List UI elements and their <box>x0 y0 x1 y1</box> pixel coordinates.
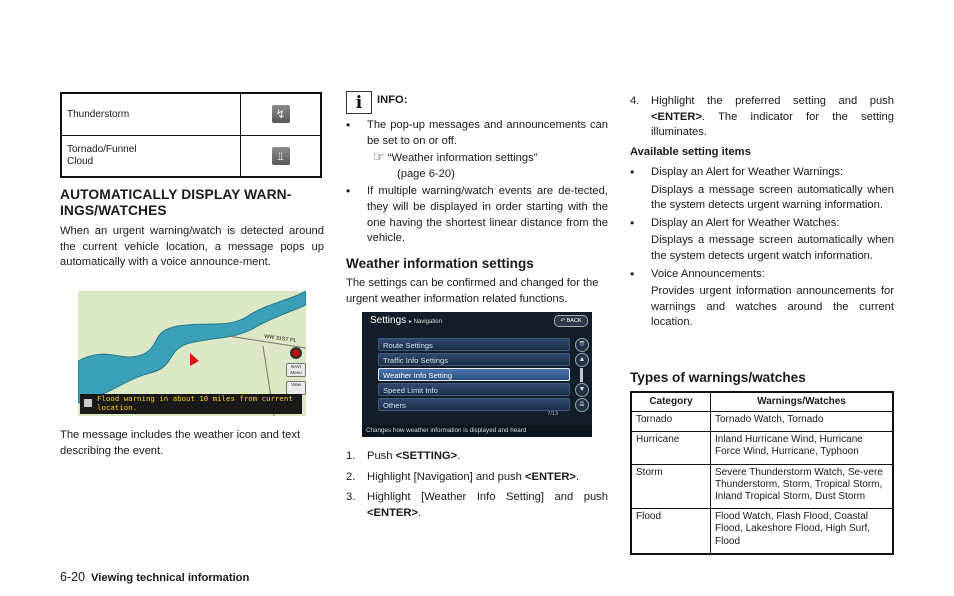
vehicle-position-icon <box>190 353 199 366</box>
map-screenshot <box>78 291 306 416</box>
column-header: Category <box>631 392 711 412</box>
step-item: 1. Push <SETTING>. <box>346 450 461 462</box>
settings-heading: Weather information settings <box>346 256 534 271</box>
map-caption: The message includes the weather icon and text describing the event. <box>60 429 301 457</box>
column-header: Warnings/Watches <box>711 392 894 412</box>
list-item: • Display an Alert for Weather Warnings: Displays a message screen automatically when the system detects urgent warning information. <box>630 165 894 214</box>
tornado-icon: ⫫ <box>272 147 290 165</box>
back-button[interactable]: ↶ BACK <box>554 315 588 327</box>
page-indicator: 7/13 <box>547 411 558 417</box>
flood-icon <box>84 399 92 407</box>
menu-item-route-settings[interactable]: Route Settings <box>378 338 570 351</box>
list-item: • Display an Alert for Weather Watches: Displays a message screen automatically when the system detects urgent watch information. <box>630 216 894 265</box>
icon-table-label: Thunderstorm <box>61 93 241 135</box>
scroll-up-icon[interactable]: ▲ <box>575 353 589 367</box>
list-item: • The pop-up messages and announcements can be set to on or off. ☞ “Weather information settings” (page 6-20) <box>346 118 608 182</box>
scroll-bottom-icon[interactable]: ⇊ <box>575 398 589 412</box>
settings-hint: Changes how weather information is displayed and heard <box>362 425 592 437</box>
scrollbar[interactable] <box>580 368 583 382</box>
section-heading: AUTOMATICALLY DISPLAY WARN- INGS/WATCHES <box>60 187 292 218</box>
scroll-top-icon[interactable]: ⇈ <box>575 338 589 352</box>
info-icon: i <box>346 91 372 114</box>
types-heading: Types of warnings/watches <box>630 370 806 385</box>
settings-intro: The settings can be confirmed and changed for the urgent weather information related functions. <box>346 277 599 305</box>
info-bullets <box>346 118 608 247</box>
warning-message: Flood warning in about 10 miles from current location. <box>97 394 293 412</box>
intro-paragraph: When an urgent warning/watch is detected around the current vehicle location, a message pops up automatically with a voice announce-ment. <box>60 225 324 269</box>
table-row: Flood Flood Watch, Flash Flood, Coastal Flood, Lakeshore Flood, High Surf, Flood <box>631 509 893 554</box>
icon-table-label: Tornado/Funnel Cloud <box>61 135 241 177</box>
step-item: 3. Highlight [Weather Info Setting] and push <ENTER>. <box>346 491 608 519</box>
settings-breadcrumb: ▸ Navigation <box>408 319 442 325</box>
list-item: • Voice Announcements: Provides urgent information announcements for warnings and watches around the current location. <box>630 267 894 331</box>
view-button[interactable]: View <box>286 381 306 395</box>
info-label: INFO: <box>377 94 408 106</box>
settings-title: Settings <box>370 315 407 326</box>
available-heading: Available setting items <box>630 146 751 158</box>
settings-screenshot <box>362 312 592 437</box>
reference-link[interactable]: “Weather information settings” <box>387 152 538 165</box>
menu-item-traffic-info[interactable]: Traffic Info Settings <box>378 353 570 366</box>
road-label: WW 31ST PL <box>263 333 297 345</box>
table-row: Tornado Tornado Watch, Tornado <box>631 412 893 432</box>
page-footer <box>60 570 249 584</box>
page-number: 6-20 <box>60 570 86 584</box>
reference-hand-icon: ☞ <box>373 149 385 165</box>
table-row: Storm Severe Thunderstorm Watch, Se-vere Thunderstorm, Storm, Tropical Storm, Inland Tropical Storm, Dust Storm <box>631 464 893 509</box>
warnings-table <box>630 391 894 555</box>
menu-item-speed-limit[interactable]: Speed Limit Info <box>378 383 570 396</box>
navi-menu-button[interactable]: NAVI Menu <box>286 363 306 377</box>
table-row: Hurricane Inland Hurricane Wind, Hurricane Force Wind, Hurricane, Typhoon <box>631 432 893 464</box>
reference-page: (page 6-20) <box>397 167 455 180</box>
setting-items <box>630 165 894 331</box>
thunderstorm-icon: ↯ <box>272 105 290 123</box>
step-item: 2. Highlight [Navigation] and push <ENTER>. <box>346 470 580 483</box>
steps-list <box>346 449 608 521</box>
list-item: • If multiple warning/watch events are de-tected, they will be displayed in order starting with the one having the shortest linear distance from the vehicle. <box>346 184 608 246</box>
footer-section: Viewing technical information <box>91 572 250 584</box>
step-4 <box>630 94 894 141</box>
step-item: 4. Highlight the preferred setting and push <ENTER>. The indicator for the setting illuminates. <box>630 95 894 139</box>
menu-item-others[interactable]: Others <box>378 398 570 411</box>
weather-icon-table <box>60 92 322 178</box>
scroll-down-icon[interactable]: ▼ <box>575 383 589 397</box>
menu-item-weather-info[interactable]: Weather Info Setting <box>378 368 570 381</box>
